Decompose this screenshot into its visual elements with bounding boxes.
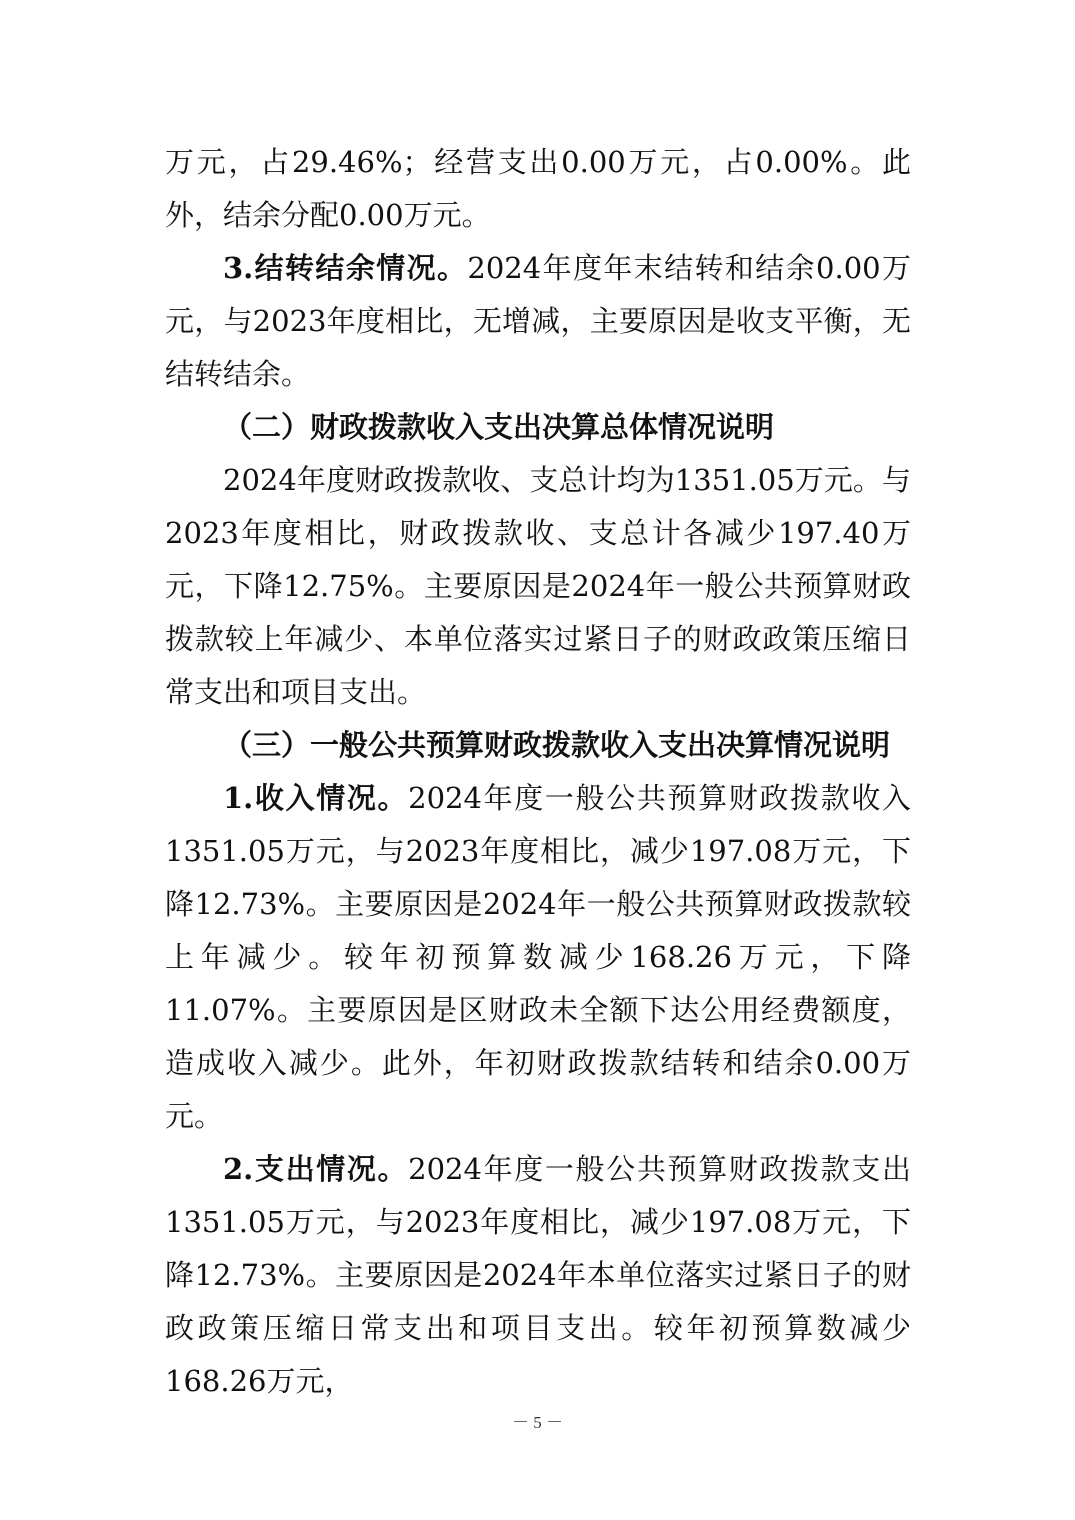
section-heading-fiscal-overall: （二）财政拨款收入支出决算总体情况说明	[223, 410, 775, 444]
paragraph-lead: 2.支出情况。	[223, 1152, 409, 1186]
paragraph-income	[165, 772, 911, 1143]
paragraph-text: 2024年度年末结转和结余0.00万元，与2023年度相比，无增减，主要原因是收支平衡，无结转结余。	[165, 251, 912, 391]
paragraph-carryover-balance	[165, 242, 911, 401]
paragraph-lead: 3.结转结余情况。	[223, 251, 468, 285]
paragraph-text: 2024年度一般公共预算财政拨款收入1351.05万元，与2023年度相比，减少197.08万元，下降12.73%。主要原因是2024年一般公共预算财政拨款较上年减少。较年初预算数减少168.26万元，下降11.07%。主要原因是区财政未全额下达公用经费额度，造成收入减少。此外，年初财政拨款结转和结余0.00万元。	[165, 781, 911, 1133]
section-heading-general-public-budget: （三）一般公共预算财政拨款收入支出决算情况说明	[223, 728, 891, 762]
paragraph-expenditure	[165, 1143, 911, 1408]
paragraph-lead: 1.收入情况。	[223, 781, 409, 815]
paragraph-fiscal-overall: 2024年度财政拨款收、支总计均为1351.05万元。与2023年度相比，财政拨款收、支总计各减少197.40万元，下降12.75%。主要原因是2024年一般公共预算财政拨款较上年减少、本单位落实过紧日子的财政政策压缩日常支出和项目支出。	[165, 463, 911, 709]
paragraph-expenditure-share: 万元，占29.46%；经营支出0.00万元，占0.00%。此外，结余分配0.00万元。	[165, 145, 911, 232]
document-body	[165, 136, 911, 1408]
page-number: － 5 －	[512, 1413, 563, 1432]
paragraph-text: 2024年度一般公共预算财政拨款支出1351.05万元，与2023年度相比，减少197.08万元，下降12.73%。主要原因是2024年本单位落实过紧日子的财政政策压缩日常支出和项目支出。较年初预算数减少168.26万元，	[165, 1152, 911, 1398]
